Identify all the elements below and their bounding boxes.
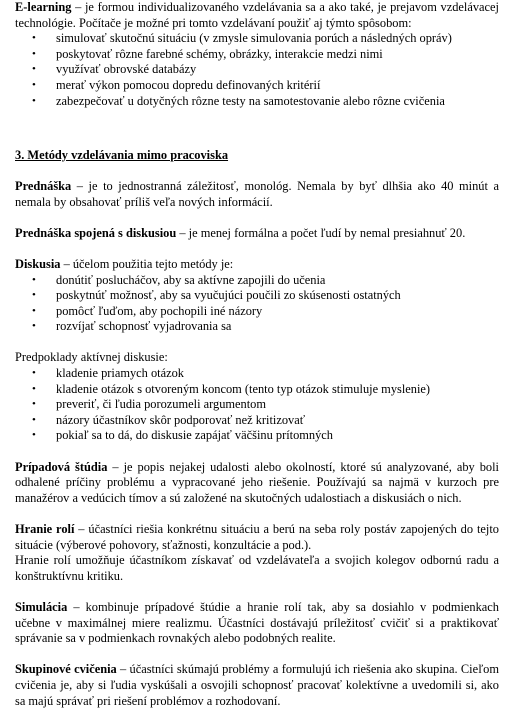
bullet-icon: •: [32, 289, 36, 302]
simulacia-term: Simulácia: [15, 599, 68, 614]
list-item: • pomôcť ľuďom, aby pochopili iné názory: [32, 303, 263, 318]
list-item: • kladenie priamych otázok: [32, 366, 184, 381]
pripadova-studia-paragraph: Prípadová štúdia – je popis nejakej udalosti alebo okolností, ktoré sú analyzované, aby boli odhalené príčiny problému a vypracované jeho riešenie. Používajú sa najmä v kurzoch pre manažérov a vedúcich tímov a sú založené na skutočných udalostiach a diskusiách o nich.: [15, 459, 499, 505]
list-item: • donútiť poslucháčov, aby sa aktívne zapojili do učenia: [32, 272, 326, 287]
bullet-icon: •: [32, 94, 36, 107]
elearning-list: [15, 31, 499, 109]
bullet-icon: •: [32, 78, 36, 91]
list-item: • kladenie otázok s otvoreným koncom (tento typ otázok stimuluje myslenie): [32, 381, 431, 396]
list-item: • simulovať skutočnú situáciu (v zmysle simulovania porúch a následných opráv): [32, 31, 452, 46]
hranie-roli-paragraph: Hranie rolí – účastníci riešia konkrétnu situáciu a berú na seba roly postáv zapojených do tejto situácie (výberové pohovory, sťažnosti, konzultácie a pod.).: [15, 522, 499, 552]
list-item: • názory účastníkov skôr podporovať než kritizovať: [32, 412, 306, 427]
list-item: • poskytovať rôzne farebné schémy, obrázky, interakcie medzi nimi: [32, 46, 383, 61]
bullet-icon: •: [32, 47, 36, 60]
bullet-icon: •: [32, 367, 36, 380]
simulacia-paragraph: Simulácia – kombinuje prípadové štúdie a hranie rolí tak, aby sa dosiahlo v podmienkach učebne v maximálnej miere realizmu. Účastníci dostávajú príležitosť cvičiť si a praktikovať správanie sa v podmienkach rovnakých alebo podobných realite.: [15, 599, 499, 646]
document-page: [15, 0, 499, 709]
bullet-icon: •: [32, 413, 36, 426]
bullet-icon: •: [32, 398, 36, 411]
skupinove-cvicenia-term: Skupinové cvičenia: [15, 662, 117, 677]
list-item: • merať výkon pomocou dopredu definovaných kritérií: [32, 77, 321, 92]
diskusia-paragraph: Diskusia – účelom použitia tejto metódy je:: [15, 256, 234, 271]
list-item: • poskytnúť možnosť, aby sa vyučujúci poučili zo skúsenosti ostatných: [32, 288, 401, 303]
bullet-icon: •: [32, 320, 36, 333]
prednaska-diskusia-paragraph: Prednáška spojená s diskusiou – je menej formálna a počet ľudí by nemal presiahnuť 20.: [15, 225, 466, 240]
elearning-text: – je formou individualizovaného vzdelávania sa a ako také, je prejavom vzdelávacej technológie. Počítače je možné pri tomto vzdelávaní použiť aj týmto spôsobom:: [15, 0, 499, 30]
bullet-icon: •: [32, 32, 36, 45]
hranie-roli-paragraph-2: Hranie rolí umožňuje účastníkom získavať od vzdelávateľa a svojich kolegov odbornú radu a konštruktívnu kritiku.: [15, 553, 499, 583]
prednaska-diskusia-term: Prednáška spojená s diskusiou: [15, 225, 177, 240]
hranie-roli-term: Hranie rolí: [15, 522, 75, 536]
predpoklady-intro: Predpoklady aktívnej diskusie:: [15, 350, 168, 365]
prednaska-paragraph: Prednáška – je to jednostranná záležitosť, monológ. Nemala by byť dlhšia ako 40 minút a nemala by obsahovať príliš veľa nových informácií.: [15, 178, 499, 209]
list-item: • preveriť, či ľudia porozumeli argumentom: [32, 397, 267, 412]
bullet-icon: •: [32, 429, 36, 442]
pripadova-studia-term: Prípadová štúdia: [15, 459, 108, 474]
skupinove-cvicenia-paragraph: Skupinové cvičenia – účastníci skúmajú problémy a formulujú ich riešenia ako skupina. Cieľom cvičenia je, aby si ľudia vyskúšali a osvojili schopnosť pracovať kolektívne a uvedomili si, ako sa majú správať pri riešení problémov a rozhodovaní.: [15, 662, 499, 708]
prednaska-term: Prednáška: [15, 178, 72, 193]
list-item: • rozvíjať schopnosť vyjadrovania sa: [32, 319, 232, 334]
list-item: • pokiaľ sa to dá, do diskusie zapájať väčšinu prítomných: [32, 428, 334, 443]
predpoklady-list: [15, 366, 499, 444]
bullet-icon: •: [32, 382, 36, 395]
elearning-term: E-learning: [15, 0, 72, 14]
section-heading: 3. Metódy vzdelávania mimo pracoviska: [15, 147, 229, 162]
diskusia-term: Diskusia: [15, 256, 61, 271]
list-item: • využívať obrovské databázy: [32, 62, 197, 77]
elearning-paragraph: [15, 0, 499, 31]
bullet-icon: •: [32, 304, 36, 317]
bullet-icon: •: [32, 63, 36, 76]
bullet-icon: •: [32, 273, 36, 286]
diskusia-list: [15, 273, 499, 335]
list-item: • zabezpečovať u dotyčných rôzne testy na samotestovanie alebo rôzne cvičenia: [32, 93, 445, 108]
